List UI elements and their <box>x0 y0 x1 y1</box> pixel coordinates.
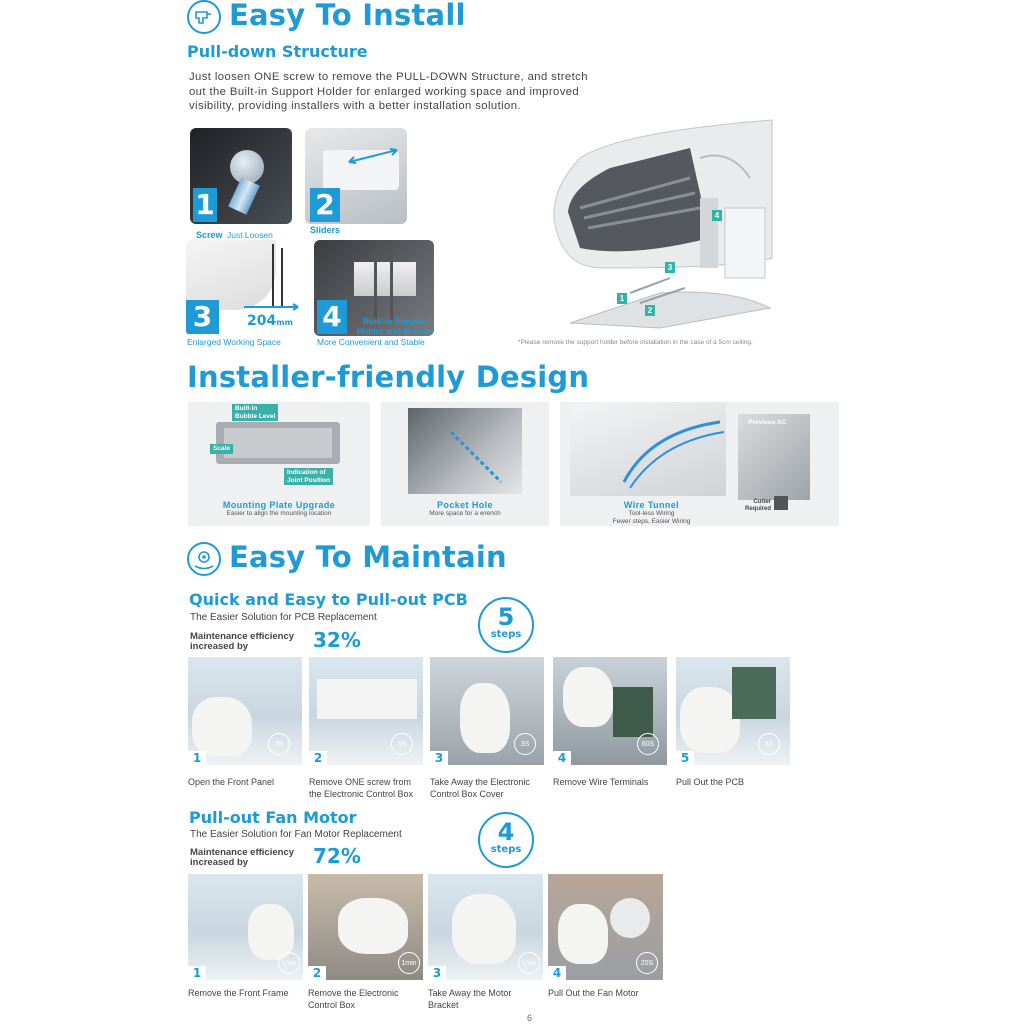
drill-icon <box>187 0 221 34</box>
fan-step-3-photo <box>428 874 543 980</box>
mounting-plate-card <box>188 402 370 526</box>
fan-step-3-caption: Take Away the Motor Bracket <box>428 988 512 1010</box>
bubble-level-tag: Built-in Bubble Level <box>232 404 278 421</box>
glove <box>680 687 740 753</box>
pcb-step-3-photo <box>430 657 544 765</box>
install-title: Easy To Install <box>229 0 466 32</box>
glove <box>452 894 516 964</box>
fan-step-1-number: 1 <box>188 966 206 980</box>
fan-eff-value: 72% <box>313 844 361 868</box>
pcb-step-4-number: 4 <box>553 751 571 765</box>
pcb-sub: The Easier Solution for PCB Replacement <box>190 612 377 623</box>
glove <box>192 697 252 757</box>
diagram-label-3: 3 <box>665 262 675 273</box>
previous-ac-label: Previous AC <box>748 419 787 426</box>
installer-title: Installer-friendly Design <box>187 360 590 394</box>
pcb-step-4-photo <box>553 657 667 765</box>
fan-step-1-caption: Remove the Front Frame <box>188 988 289 998</box>
tile-3-caption: Enlarged Working Space <box>187 337 281 347</box>
fan-step-1-photo <box>188 874 303 980</box>
sliders-photo <box>305 128 407 224</box>
fan-step-2-caption: Remove the Electronic Control Box <box>308 988 399 1010</box>
tile-4-title: Built-in Support Holder and Groove <box>356 316 434 336</box>
pcb-eff-label: Maintenance efficiency increased by <box>190 631 295 652</box>
install-subtitle: Pull-down Structure <box>187 42 368 61</box>
gear-hand-icon <box>187 542 221 576</box>
fan-step-2-timer: 1min <box>398 952 420 974</box>
fan-step-3-timer: 1min <box>518 952 540 974</box>
pcb-heading: Quick and Easy to Pull-out PCB <box>189 590 468 609</box>
fan-step-2-photo <box>308 874 423 980</box>
wire-tunnel-card <box>560 402 839 526</box>
pcb-step-1-photo <box>188 657 302 765</box>
fan-heading: Pull-out Fan Motor <box>189 808 357 827</box>
pcb-step-2-timer: 5S <box>391 733 413 755</box>
mounting-plate-sub: Easier to align the mounting location <box>226 510 332 517</box>
fan-step-1-timer: 1min <box>278 952 300 974</box>
tile-3-number: 3 <box>186 300 219 334</box>
mounting-plate-inner <box>224 428 332 458</box>
pcb-step-5-caption: Pull Out the PCB <box>676 777 745 787</box>
page-number: 6 <box>527 1013 533 1023</box>
install-paragraph: Just loosen ONE screw to remove the PULL-DOWN Structure, and stretch out the Built-in Support Holder for enlarged working space and improved visibility, providing installers with a better installation solution. <box>189 71 588 112</box>
tile-4-caption: More Convenient and Stable <box>317 337 425 347</box>
pcb-step-5-photo <box>676 657 790 765</box>
diagram-label-2: 2 <box>645 305 655 316</box>
working-space-photo <box>186 240 302 336</box>
mounting-plate-title: Mounting Plate Upgrade <box>222 500 336 510</box>
wire-tunnel-title: Wire Tunnel <box>623 500 680 510</box>
screw-photo <box>190 128 292 224</box>
pcb-step-2-caption: Remove ONE screw from the Electronic Control Box <box>309 777 414 799</box>
glove <box>460 683 510 753</box>
panel <box>317 679 417 719</box>
fan-step-4-timer: 20S <box>636 952 658 974</box>
pcb-steps-badge: 5 steps <box>478 597 534 653</box>
pcb-step-1-timer: 3S <box>268 733 290 755</box>
fan-step-4-caption: Pull Out the Fan Motor <box>548 988 639 998</box>
pocket-hole-title: Pocket Hole <box>437 500 493 510</box>
pocket-hole-sub: More space for a wrench <box>429 510 501 517</box>
install-note: *Please remove the support holder before installation in the case of a 5cm ceiling. <box>518 339 753 346</box>
tile-1-caption: Screw Just Loosen <box>196 230 273 240</box>
cutter-required-label: Cutter Required <box>744 499 771 512</box>
pcb-step-1-caption: Open the Front Panel <box>188 777 275 787</box>
tile-3-unit: mm <box>276 318 293 327</box>
pcb-step-2-photo <box>309 657 423 765</box>
fan-steps-badge: 4 steps <box>478 812 534 868</box>
tile-4-number: 4 <box>317 300 347 334</box>
diagram-label-1: 1 <box>617 293 627 304</box>
previous-ac-image <box>738 414 810 500</box>
pcb-step-3-caption: Take Away the Electronic Control Box Cover <box>430 777 530 799</box>
ac-unit-diagram <box>540 118 780 338</box>
joint-position-tag: Indication of Joint Position <box>284 468 333 485</box>
tile-1-number: 1 <box>193 188 217 222</box>
pcb-step-3-number: 3 <box>430 751 448 765</box>
tile-2-caption: Sliders <box>310 225 341 235</box>
fan-eff-label: Maintenance efficiency increased by <box>190 847 295 868</box>
pcb-step-1-number: 1 <box>188 751 206 765</box>
pcb-step-5-number: 5 <box>676 751 694 765</box>
tile-3-measure: 204 <box>247 313 277 329</box>
fan-step-3-number: 3 <box>428 966 446 980</box>
pcb-step-4-caption: Remove Wire Terminals <box>553 777 649 787</box>
fan-step-4-photo <box>548 874 663 980</box>
wire-tunnel-sub: Tool-less Wiring Fewer steps, Easier Wiring <box>612 510 691 525</box>
pcb-step-4-timer: 60S <box>637 733 659 755</box>
fan-sub: The Easier Solution for Fan Motor Replacement <box>190 829 402 840</box>
fan-step-2-number: 2 <box>308 966 326 980</box>
pcb-step-5-timer: 3S <box>758 733 780 755</box>
pcb-step-2-number: 2 <box>309 751 327 765</box>
fan-motor <box>610 898 650 938</box>
pcb-board <box>613 687 653 737</box>
maintain-title: Easy To Maintain <box>229 540 507 574</box>
tile-2-number: 2 <box>310 188 340 222</box>
fan-step-4-number: 4 <box>548 966 566 980</box>
glove <box>338 898 408 954</box>
diagram-label-4: 4 <box>712 210 722 221</box>
glove <box>563 667 613 727</box>
pcb-board <box>732 667 776 719</box>
pcb-eff-value: 32% <box>313 628 361 652</box>
glove <box>558 904 608 964</box>
pcb-step-3-timer: 3S <box>514 733 536 755</box>
scale-tag: Scale <box>210 444 233 454</box>
